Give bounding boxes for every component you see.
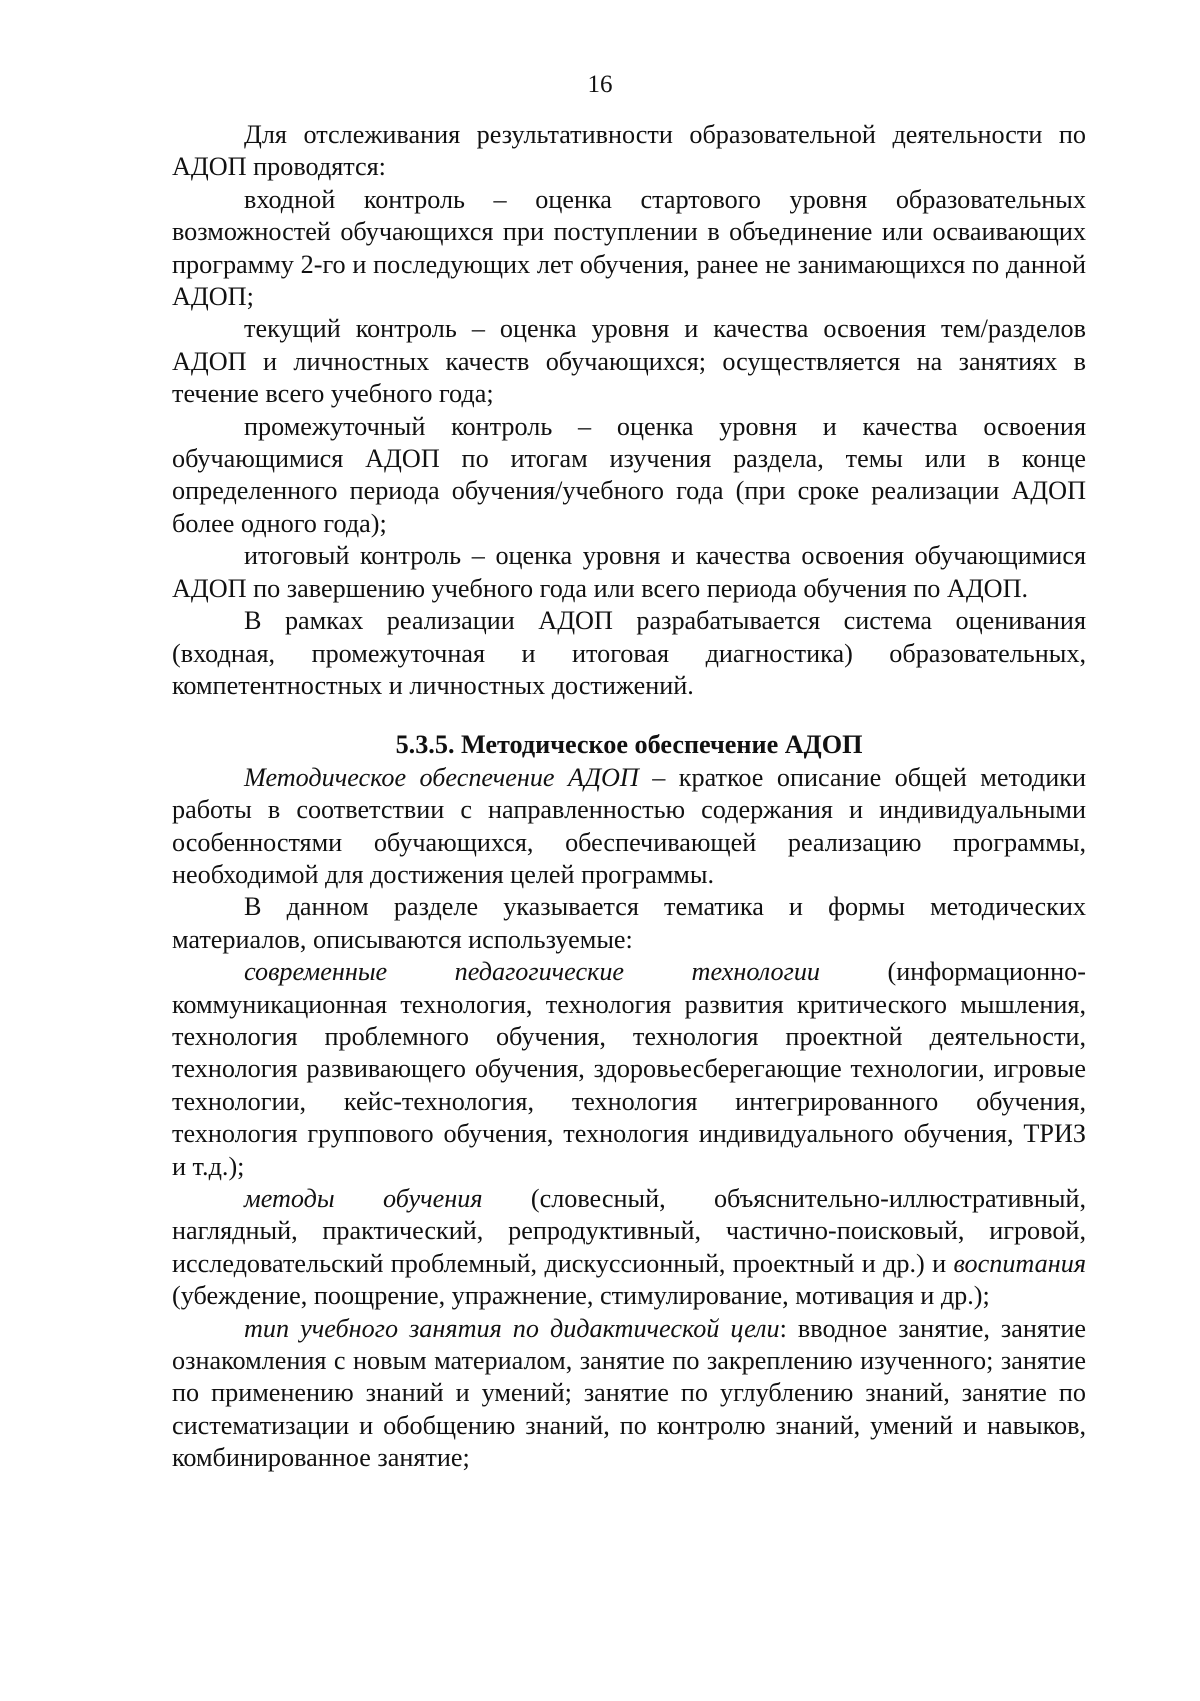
methods-term: методы обучения <box>244 1184 483 1213</box>
definition-term: Методическое обеспечение АДОП <box>244 762 639 792</box>
methods-paragraph <box>172 1183 1086 1313</box>
page-number: 16 <box>587 71 613 98</box>
definition-text: – краткое описание общей методики работы в соответствии с направленностью содержания и индивидуальными особенностями обучающихся, обеспечивающей реализацию программы, необходимой для достижения целей программы. <box>172 762 1086 889</box>
entry-control-paragraph: входной контроль – оценка стартового уровня образовательных возможностей обучающихся при поступлении в объединение или осваивающих программу 2-го и последующих лет обучения, ранее не занимающихся по данной АДОП; <box>172 184 1086 312</box>
definition-paragraph <box>172 762 1086 892</box>
intermediate-control-paragraph: промежуточный контроль – оценка уровня и качества освоения обучающимися АДОП по итогам изучения раздела, темы или в конце определенного периода обучения/учебного года (при сроке реализации АДОП более одного года); <box>172 411 1086 538</box>
intro-paragraph: Для отслеживания результативности образовательной деятельности по АДОП проводятся: <box>172 120 1086 182</box>
document-body <box>172 119 1086 1475</box>
section-heading: 5.3.5. Методическое обеспечение АДОП <box>395 730 863 760</box>
technologies-paragraph <box>172 956 1086 1183</box>
upbringing-text: (убеждение, поощрение, упражнение, стимулирование, мотивация и др.); <box>172 1281 990 1311</box>
upbringing-term: воспитания <box>953 1248 1086 1278</box>
current-control-paragraph: текущий контроль – оценка уровня и качества освоения тем/разделов АДОП и личностных качеств обучающихся; осуществляется на занятиях в течение всего учебного года; <box>172 314 1086 409</box>
technologies-term: современные педагогические технологии <box>244 957 821 987</box>
described-materials-paragraph: В данном разделе указывается тематика и формы методических материалов, описываются используемые: <box>172 892 1086 954</box>
lesson-types-paragraph <box>172 1313 1086 1475</box>
lesson-types-term: тип учебного занятия по дидактической цели <box>244 1313 780 1343</box>
lesson-types-text: : вводное занятие, занятие ознакомления с новым материалом, занятие по закреплению изученного; занятие по применению знаний и умений; занятие по углублению знаний, занятие по систематизации и обобщению знаний, по контролю знаний, умений и навыков, комбинированное занятие; <box>172 1313 1086 1473</box>
final-control-paragraph: итоговый контроль – оценка уровня и качества освоения обучающимися АДОП по завершению учебного года или всего периода обучения по АДОП. <box>172 541 1086 603</box>
assessment-system-paragraph: В рамках реализации АДОП разрабатывается система оценивания (входная, промежуточная и итоговая диагностика) образовательных, компетентностных и личностных достижений. <box>172 606 1086 700</box>
methods-text: (словесный, объяснительно-иллюстративный, наглядный, практический, репродуктивный, частично-поисковый, игровой, исследовательский проблемный, дискуссионный, проектный и др.) и <box>172 1184 1086 1278</box>
technologies-text: (информационно-коммуникационная технология, технология развития критического мышления, технология проблемного обучения, технология проектной деятельности, технология развивающего обучения, здоровьесберегающие технологии, игровые технологии, кейс-технология, технология интегрированного обучения, технология группового обучения, технология индивидуального обучения, ТРИЗ и т.д.); <box>172 957 1086 1181</box>
